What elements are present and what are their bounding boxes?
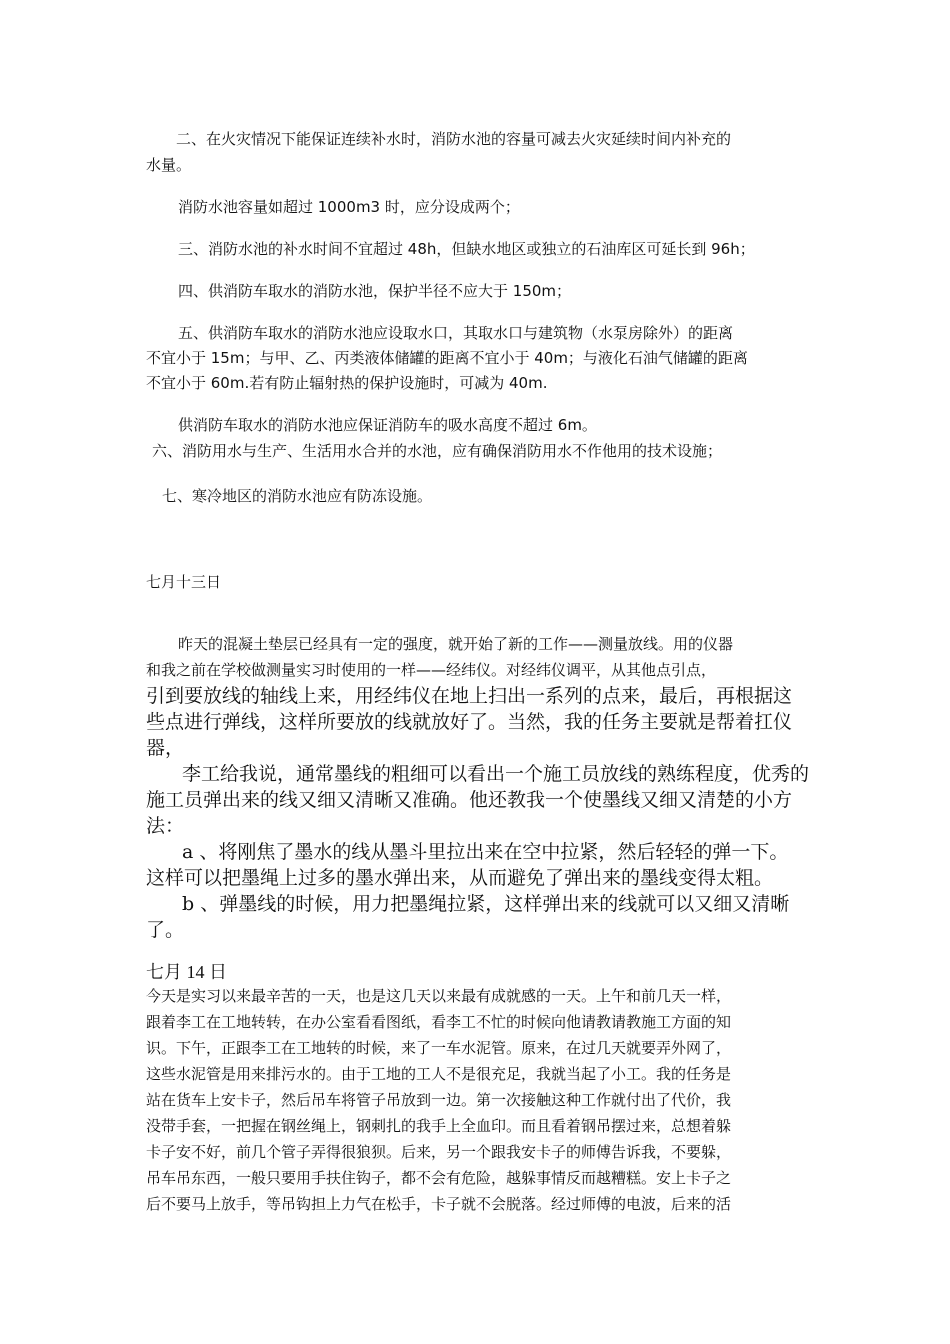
july14-line: 站在货车上安卡子，然后吊车将管子吊放到一边。第一次接触这种工作就付出了代价，我 <box>146 1091 732 1109</box>
date-july-13: 七月十三日 <box>146 573 222 591</box>
item-7: 七、寒冷地区的消防水池应有防冻设施。 <box>162 487 433 505</box>
july14-line: 卡子安不好，前几个管子弄得很狼狈。后来，另一个跟我安卡子的师傅告诉我，不要躲， <box>146 1143 732 1161</box>
july14-paragraph <box>146 983 731 1217</box>
july13-para1-line-5: 器， <box>146 737 185 759</box>
date-july-14: 七月 14 日 <box>146 962 227 982</box>
tip-a-line-1: a 、将刚焦了墨水的线从墨斗里拉出来在空中拉紧，然后轻轻的弹一下。 <box>182 841 789 863</box>
tip-a-line-2: 这样可以把墨绳上过多的墨水弹出来，从而避免了弹出来的墨线变得太粗。 <box>146 867 774 889</box>
july13-para1-line-4: 些点进行弹线，这样所要放的线就放好了。当然，我的任务主要就是帮着扛仪 <box>146 711 793 733</box>
july13-para2-line-1: 李工给我说，通常墨线的粗细可以看出一个施工员放线的熟练程度，优秀的 <box>182 763 810 785</box>
suction-note: 供消防车取水的消防水池应保证消防车的吸水高度不超过 6m。 <box>178 416 597 434</box>
july14-line: 没带手套，一把握在钢丝绳上，钢刺扎的我手上全血印。而且看着钢吊摆过来，总想着躲 <box>146 1117 732 1135</box>
item-5-line-2: 不宜小于 15m；与甲、乙、丙类液体储罐的距离不宜小于 40m；与液化石油气储罐的距离 <box>146 349 748 367</box>
july14-line: 今天是实习以来最辛苦的一天，也是这几天以来最有成就感的一天。上午和前几天一样， <box>146 987 732 1005</box>
tip-b-line-1: b 、弹墨线的时候，用力把墨绳拉紧，这样弹出来的线就可以又细又清晰 <box>182 893 790 915</box>
july14-line: 吊车吊东西，一般只要用手扶住钩子，都不会有危险，越躲事情反而越糟糕。安上卡子之 <box>146 1169 732 1187</box>
july14-line: 跟着李工在工地转转，在办公室看看图纸，看李工不忙的时候向他请教请教施工方面的知 <box>146 1013 732 1031</box>
item-5-line-3: 不宜小于 60m.若有防止辐射热的保护设施时，可减为 40m. <box>146 374 548 392</box>
july13-para2-line-3: 法： <box>146 815 185 837</box>
item-6: 六、消防用水与生产、生活用水合并的水池，应有确保消防用水不作他用的技术设施； <box>152 442 723 460</box>
july13-para1-line-2: 和我之前在学校做测量实习时使用的一样——经纬仪。对经纬仪调平，从其他点引点， <box>146 661 717 679</box>
item-2-line-2: 水量。 <box>146 156 192 174</box>
july13-para1-line-1: 昨天的混凝土垫层已经具有一定的强度，就开始了新的工作——测量放线。用的仪器 <box>178 635 734 653</box>
july14-line: 这些水泥管是用来排污水的。由于工地的工人不是很充足，我就当起了小工。我的任务是 <box>146 1065 732 1083</box>
item-3: 三、消防水池的补水时间不宜超过 48h，但缺水地区或独立的石油库区可延长到 96h； <box>178 240 755 258</box>
july14-line: 后不要马上放手，等吊钩担上力气在松手，卡子就不会脱落。经过师傅的电波，后来的活 <box>146 1195 732 1213</box>
capacity-note: 消防水池容量如超过 1000m3 时，应分设成两个； <box>178 198 520 216</box>
item-2-line-1: 二、在火灾情况下能保证连续补水时，消防水池的容量可减去火灾延续时间内补充的 <box>176 130 732 148</box>
july13-para1-line-3: 引到要放线的轴线上来，用经纬仪在地上扫出一系列的点来，最后，再根据这 <box>146 685 793 707</box>
item-4: 四、供消防车取水的消防水池，保护半径不应大于 150m； <box>178 282 572 300</box>
july14-line: 识。下午，正跟李工在工地转的时候，来了一车水泥管。原来，在过几天就要弄外网了， <box>146 1039 732 1057</box>
july13-para2-line-2: 施工员弹出来的线又细又清晰又准确。他还教我一个使墨线又细又清楚的小方 <box>146 789 793 811</box>
tip-b-line-2: 了。 <box>146 919 185 941</box>
item-5-line-1: 五、供消防车取水的消防水池应设取水口，其取水口与建筑物（水泵房除外）的距离 <box>178 324 734 342</box>
